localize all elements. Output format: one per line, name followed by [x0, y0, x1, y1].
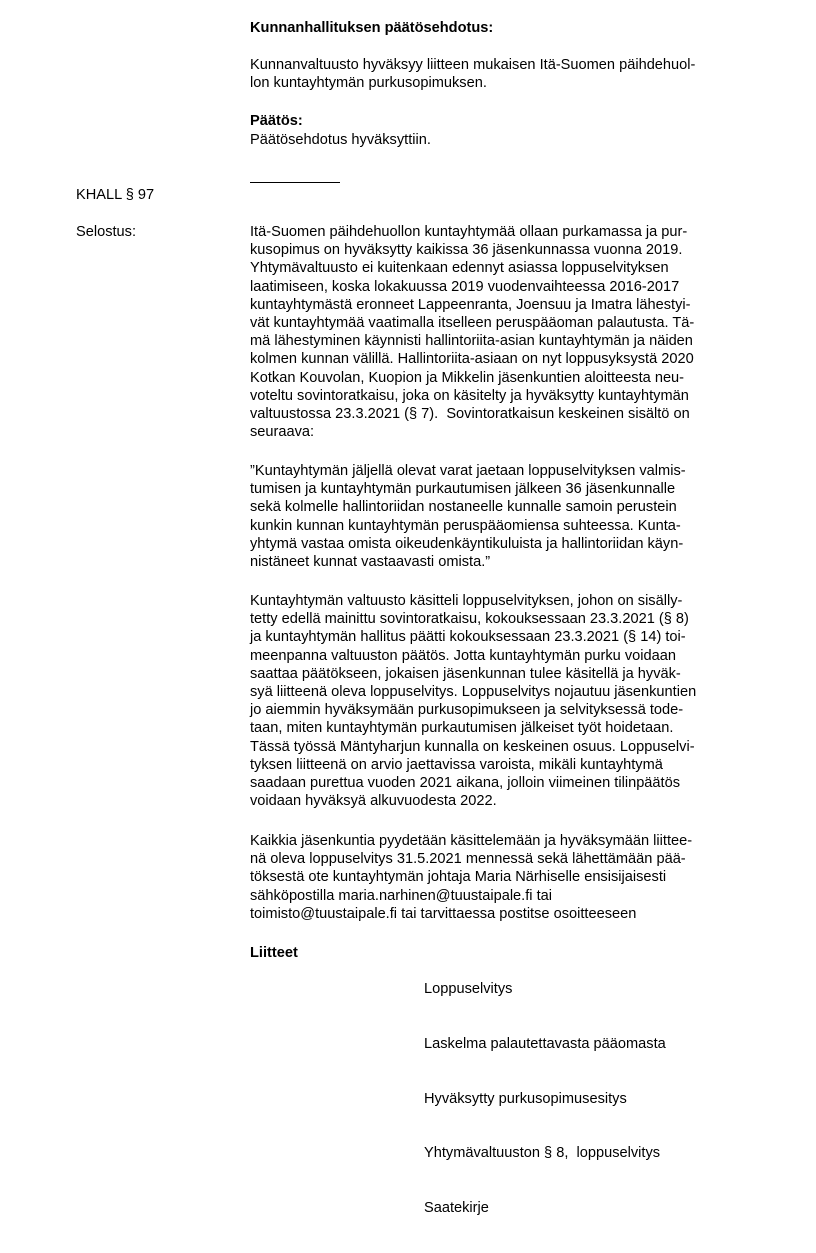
decision-text: Päätösehdotus hyväksyttiin.	[250, 132, 431, 148]
decision-heading: Päätös:	[250, 113, 303, 129]
attachments-list	[424, 944, 666, 1253]
attachment-item: Yhtymävaltuuston § 8, loppuselvitys	[424, 1145, 661, 1162]
signature-divider-line	[250, 182, 340, 183]
attachments-label: Liitteet	[250, 945, 298, 961]
decision-proposal-text: Kunnanvaltuusto hyväksyy liitteen mukaisen Itä-Suomen päihdehuol- lon kuntayhtymän purkusopimuksen.	[250, 57, 696, 92]
selostus-label: Selostus:	[76, 224, 137, 240]
attachment-item: Laskelma palautettavasta pääomasta	[424, 1036, 666, 1053]
selostus-paragraph-3: Kaikkia jäsenkuntia pyydetään käsittelemään ja hyväksymään liittee- nä oleva loppuselvitys 31.5.2021 mennessä sekä lähettämään pää- töksestä ote kuntayhtymän johtaja Maria Närhiselle ensisijaisesti sähköpostilla maria.narhinen@tuustaipale.fi tai toimisto@tuustaipale.fi tai tarvittaessa postitse osoitteeseen	[250, 833, 693, 922]
settlement-quote: ”Kuntayhtymän jäljellä olevat varat jaetaan loppuselvityksen valmis- tumisen ja kuntayhtymän purkautumisen jälkeen 36 jäsenkunnalle sekä kolmelle hallintoriidan nostaneelle kunnalle samoin perustein kunkin kunnan kuntayhtymän peruspääomiensa suhteessa. Kunta- yhtymä vastaa omista oikeudenkäyntikuluista ja hallintoriidan käyn- nistäneet kunnat vastaavasti omista.”	[250, 463, 686, 571]
attachment-item: Hyväksytty purkusopimusesitys	[424, 1090, 627, 1107]
selostus-paragraph-2: Kuntayhtymän valtuusto käsitteli loppuselvityksen, johon on sisälly- tetty edellä mainittu sovintoratkaisu, kokouksessaan 23.3.2021 (§ 8) ja kuntayhtymän hallitus päätti kokouksessaan 23.3.2021 (§ 14) toi- meenpanna valtuuston päätös. Jotta kuntayhtymän purku voidaan saattaa päätökseen, jokaisen jäsenkunnan tulee käsitellä ja hyväk- syä liitteenä oleva loppuselvitys. Loppuselvitys nojautuu jäsenkuntien jo aiemmin hyväksymään purkusopimukseen ja selvityksessä tode- taan, miten kuntayhtymän purkautumisen jälkeiset työt hoidetaan. Tässä työssä Mäntyharjun kunnalla on keskeinen osuus. Loppuselvi- tyksen liitteenä on arvio jaettavissa varoista, mikäli kuntayhtymä saadaan purettua vuoden 2021 aikana, jolloin viimeinen tilinpäätös voidaan hyväksyä alkuvuodesta 2022.	[250, 593, 697, 810]
selostus-paragraph-1: Itä-Suomen päihdehuollon kuntayhtymää ollaan purkamassa ja pur- kusopimus on hyväksytty kaikissa 36 jäsenkunnassa vuonna 2019. Yhtymävaltuusto ei kuitenkaan edennyt asiassa loppuselvityksen laatimiseen, koska lokakuussa 2019 vuodenvaihteessa 2016-2017 kuntayhtymästä eronneet Lappeenranta, Joensuu ja Imatra lähestyi- vät kuntayhtymää vaatimalla itselleen peruspääoman palautusta. Tä- mä lähestyminen käynnisti hallintoriita-asian kuntayhtymän ja näiden kolmen kunnan välillä. Hallintoriita-asiaan on nyt loppusyksystä 2020 Kotkan Kouvolan, Kuopion ja Mikkelin jäsenkuntien aloitteesta neu- voteltu sovintoratkaisu, joka on käsitelty ja hyväksytty kuntayhtymän valtuustossa 23.3.2021 (§ 7). Sovintoratkaisun keskeinen sisältö on seuraava:	[250, 224, 695, 441]
attachment-item: Loppuselvitys	[424, 981, 513, 998]
attachment-item: Saatekirje	[424, 1199, 489, 1216]
decision-proposal-heading: Kunnanhallituksen päätösehdotus:	[250, 20, 494, 36]
section-id: KHALL § 97	[76, 187, 155, 203]
